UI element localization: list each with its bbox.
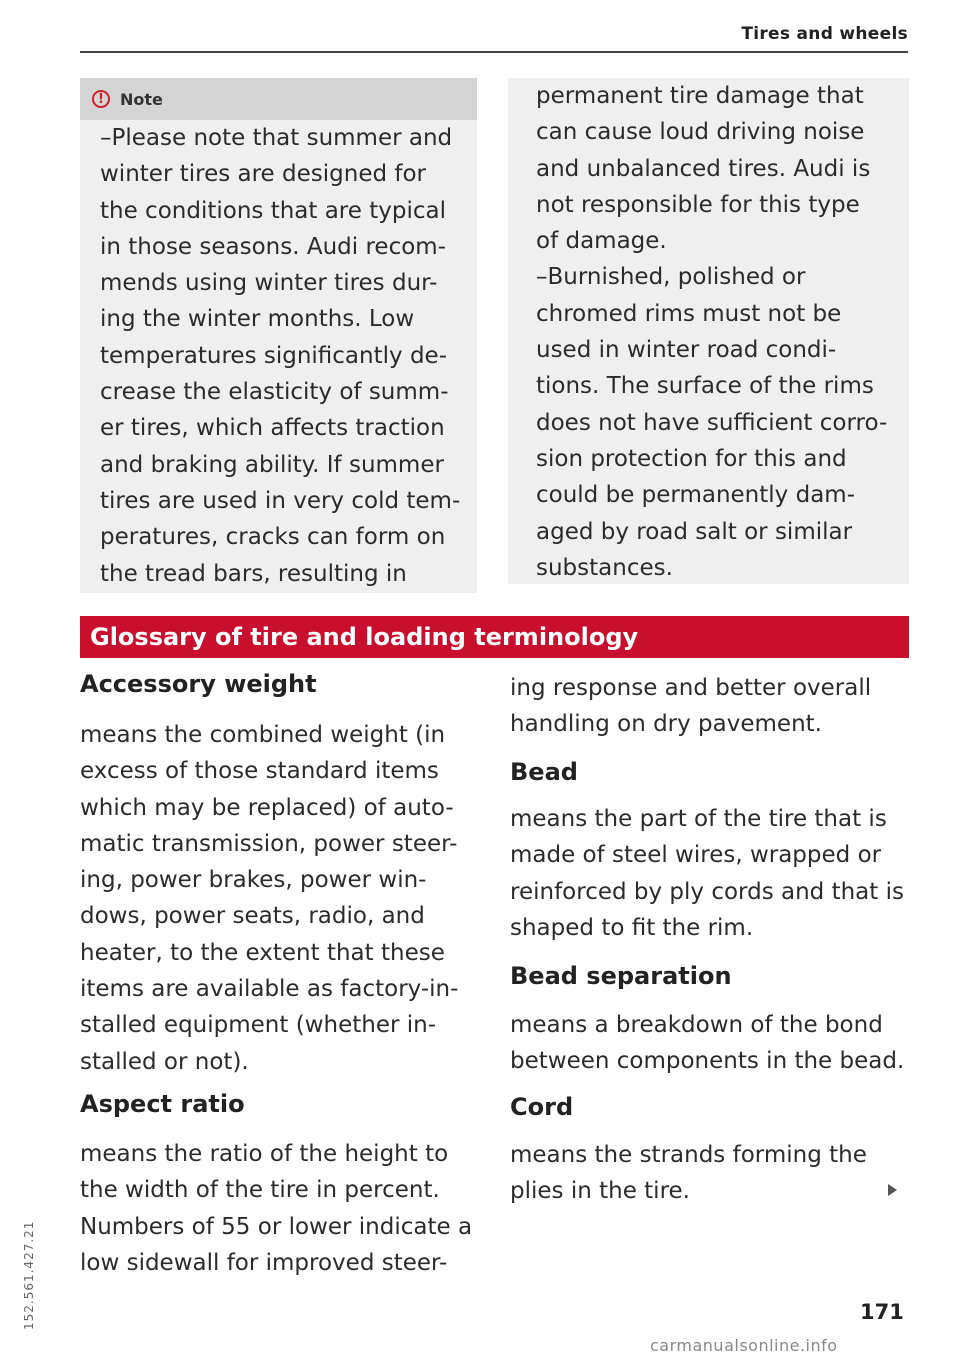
text-line: means the combined weight (in <box>80 722 446 748</box>
text-line: winter tires are designed for <box>100 161 427 188</box>
text-line: items are available as factory-in- <box>80 976 459 1003</box>
section-heading: Glossary of tire and loading terminology <box>80 616 909 658</box>
text-line: stalled equipment (whether in- <box>80 1012 437 1039</box>
text-line: low sidewall for improved steer- <box>80 1249 448 1276</box>
text-line: –Burnished, polished or <box>536 264 806 291</box>
text-line: can cause loud driving noise <box>536 119 865 146</box>
text-line: between components in the bead. <box>510 1048 905 1075</box>
continue-arrow-icon <box>888 1184 897 1196</box>
text-line: which may be replaced) of auto- <box>80 794 454 821</box>
text-line: tions. The surface of the rims <box>536 373 874 400</box>
term-bead-separation: Bead separation <box>510 962 732 990</box>
text-line: stalled or not). <box>80 1048 249 1075</box>
text-line: er tires, which affects traction <box>100 415 445 442</box>
text-line: of damage. <box>536 228 667 255</box>
text-line: the tread bars, resulting in <box>100 560 407 587</box>
text-line: used in winter road condi- <box>536 337 837 364</box>
header-divider <box>80 51 908 53</box>
note-text-right <box>536 78 887 586</box>
text-line: ing response and better overall <box>510 675 872 701</box>
text-line: reinforced by ply cords and that is <box>510 878 904 905</box>
watermark: carmanualsonline.info <box>650 1336 838 1355</box>
text-line: matic transmission, power steer- <box>80 830 458 857</box>
text-line: excess of those standard items <box>80 758 439 785</box>
text-line: temperatures significantly de- <box>100 342 447 369</box>
text-line: Numbers of 55 or lower indicate a <box>80 1213 473 1240</box>
text-line: does not have sufficient corro- <box>536 409 888 436</box>
text-line: could be permanently dam- <box>536 482 855 509</box>
text-line: not responsible for this type <box>536 191 860 218</box>
text-line: the width of the tire in percent. <box>80 1177 440 1204</box>
text-line: means the part of the tire that is <box>510 806 887 832</box>
text-line: dows, power seats, radio, and <box>80 903 425 930</box>
text-line: peratures, cracks can form on <box>100 524 446 551</box>
definition-bead-separation <box>510 1007 904 1080</box>
note-box-left <box>80 78 477 593</box>
text-line: means a breakdown of the bond <box>510 1012 883 1038</box>
text-line: aged by road salt or similar <box>536 518 853 545</box>
text-line: heater, to the extent that these <box>80 939 445 966</box>
text-line: made of steel wires, wrapped or <box>510 842 882 869</box>
page-number: 171 <box>860 1300 904 1324</box>
text-line: means the strands forming the <box>510 1142 867 1168</box>
definition-bead <box>510 801 904 946</box>
term-aspect-ratio: Aspect ratio <box>80 1090 245 1118</box>
text-line: means the ratio of the height to <box>80 1141 449 1167</box>
text-line: tires are used in very cold tem- <box>100 487 461 514</box>
side-code: 152.561.427.21 <box>22 1220 36 1330</box>
text-line: handling on dry pavement. <box>510 711 822 738</box>
term-cord: Cord <box>510 1093 574 1121</box>
warning-circle-icon: ! <box>92 90 110 108</box>
text-line: and unbalanced tires. Audi is <box>536 155 871 182</box>
text-line: crease the elasticity of summ- <box>100 379 449 406</box>
text-line: ing the winter months. Low <box>100 306 415 333</box>
text-line: shaped to fit the rim. <box>510 914 754 941</box>
term-bead: Bead <box>510 758 578 786</box>
text-line: chromed rims must not be <box>536 300 842 327</box>
definition-aspect-ratio-continued <box>510 670 871 743</box>
definition-cord <box>510 1137 867 1210</box>
text-line: ing, power brakes, power win- <box>80 867 427 894</box>
running-header-title: Tires and wheels <box>741 24 908 44</box>
note-header <box>80 78 477 120</box>
text-line: and braking ability. If summer <box>100 451 444 478</box>
text-line: plies in the tire. <box>510 1178 690 1205</box>
note-box-right <box>508 78 909 584</box>
text-line: permanent tire damage that <box>536 83 864 109</box>
note-text-left <box>100 120 460 592</box>
definition-aspect-ratio <box>80 1136 472 1281</box>
text-line: substances. <box>536 554 673 581</box>
definition-accessory-weight <box>80 717 458 1080</box>
text-line: –Please note that summer and <box>100 125 453 151</box>
text-line: mends using winter tires dur- <box>100 270 438 297</box>
term-accessory-weight: Accessory weight <box>80 670 317 698</box>
text-line: sion protection for this and <box>536 445 847 472</box>
text-line: in those seasons. Audi recom- <box>100 233 446 260</box>
text-line: the conditions that are typical <box>100 197 446 224</box>
note-label: Note <box>120 89 163 109</box>
